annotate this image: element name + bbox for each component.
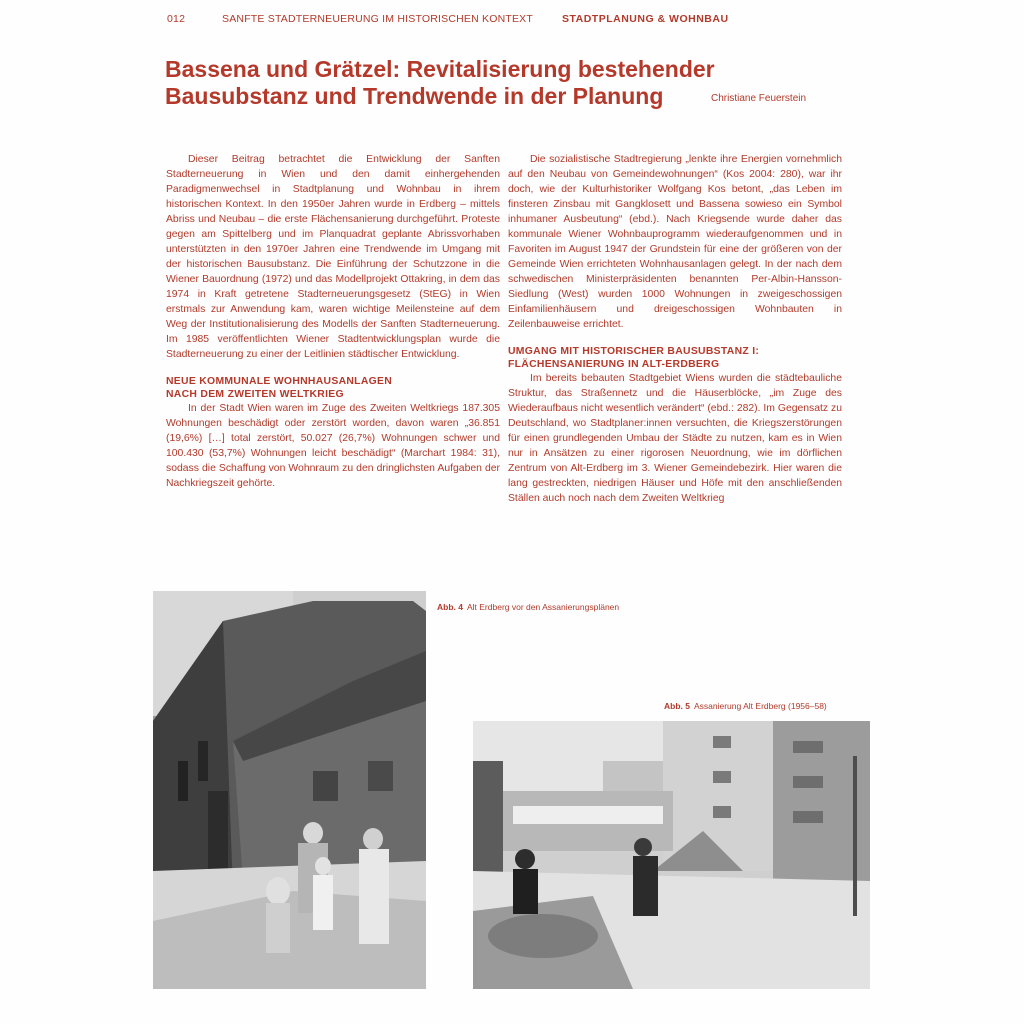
figure-4-caption: [437, 602, 619, 612]
photo-alt-erdberg-alley-image: [153, 591, 426, 989]
body-paragraph: Die sozialistische Stadtregierung „lenkte ihre Energien vornehmlich auf den Neubau von Gemeindewohnungen“ (Kos 2004: 280), war ihr doch, wie der Kulturhistoriker Wolfgang Kos betont, „das Leben im finsteren Zinsbau mit Gangklosett und Bassena sowieso ein Symbol inhumaner Ausbeutung“ (ebd.). Nach Kriegsende wurde daher das kommunale Wiener Wohnbauprogramm wiederaufgenommen und in Favoriten im August 1947 der Grundstein für eine der größeren von der Gemeinde Wien errichteten Wohnhausanlagen gelegt. In der nach dem schwedischen Ministerpräsidenten benannten Per-Albin-Hansson-Siedlung (West) wurden 1000 Wohnungen in zweigeschossigen Einfamilienhäusern und dreigeschossigen Wohnbauten in Zeilenbauweise errichtet.: [508, 154, 842, 330]
photo-assanierung-construction-image: [473, 721, 870, 989]
body-paragraph: Im bereits bebauten Stadtgebiet Wiens wurden die städtebauliche Struktur, das Straßennetz und die Häuserblöcke, „im Zuge des Wiederaufbaus nicht wesentlich verändert“ (ebd.: 282). Im Gegensatz zu Deutschland, wo Stadtplaner:innen versuchten, die Kriegszerstörungen für einen grundlegenden Umbau der Städte zu nutzen, kam es in Wien nur in Ansätzen zu einer rigorosen Neuordnung, wie im dörflichen Zentrum von Alt-Erdberg im 3. Wiener Gemeindebezirk. Hier waren die lang gestreckten, niedrigen Häuser und Höfe mit den anschließenden Ställen auch noch nach dem Zweiten Weltkrieg: [508, 373, 842, 504]
photo-alt-erdberg-alley: [153, 591, 426, 989]
article-author: Christiane Feuerstein: [711, 93, 807, 104]
section-heading-alt-erdberg: [508, 345, 842, 371]
left-text-column: [166, 152, 500, 491]
page-number: 012: [167, 13, 186, 25]
section-label: STADTPLANUNG & WOHNBAU: [562, 13, 729, 25]
section-heading-line: NEUE KOMMUNALE WOHNHAUSANLAGEN: [166, 376, 393, 387]
intro-paragraph: Dieser Beitrag betrachtet die Entwicklung der Sanften Stadterneuerung in Wien und den damit einhergehenden Paradigmenwechsel in Stadtplanung und Wohnbau in ihrem historischen Kontext. In den 1950er Jahren wurde in Erdberg – mittels Abriss und Neubau – die erste Flächensanierung durchgeführt. Proteste gegen am Spittelberg und im Planquadrat geplante Abrissvorhaben unterstützten in den 1970er Jahren eine Trendwende im Umgang mit der historischen Bausubstanz. Die Einführung der Schutzzone in die Wiener Bauordnung (1972) und das Modellprojekt Ottakring, in dem das 1974 in Kraft getretene Stadterneuerungsgesetz (StEG) in Wien erstmals zur Anwendung kam, waren wichtige Meilensteine auf dem Weg der Institutionalisierung des Modells der Sanften Stadterneuerung. Im 1985 veröffentlichten Wiener Stadtentwicklungsplan wurde die Stadterneuerung zu einer der Leitlinien städtischer Entwicklung.: [166, 154, 500, 360]
figure-4-text: Alt Erdberg vor den Assanierungsplänen: [466, 602, 620, 612]
article-title-line-2: Bausubstanz und Trendwende in der Planung: [165, 83, 664, 109]
section-heading-line: UMGANG MIT HISTORISCHER BAUSUBSTANZ I:: [508, 346, 760, 357]
figure-5-text: Assanierung Alt Erdberg (1956–58): [693, 701, 827, 711]
running-header: [167, 13, 924, 29]
photo-assanierung-construction: [473, 721, 870, 989]
section-heading-postwar: [166, 375, 500, 401]
section-heading-line: FLÄCHENSANIERUNG IN ALT-ERDBERG: [508, 359, 720, 370]
article-title-line-1: Bassena und Grätzel: Revitalisierung bestehender: [165, 56, 715, 82]
figure-4-number: Abb. 4: [437, 602, 463, 612]
figure-5-caption: [664, 701, 827, 711]
section-heading-line: NACH DEM ZWEITEN WELTKRIEG: [166, 389, 344, 400]
running-title: SANFTE STADTERNEUERUNG IM HISTORISCHEN KONTEXT: [222, 13, 534, 25]
figure-5-number: Abb. 5: [664, 701, 690, 711]
body-paragraph: In der Stadt Wien waren im Zuge des Zweiten Weltkriegs 187.305 Wohnungen beschädigt oder zerstört worden, davon waren „36.851 (19,6%) […] total zerstört, 50.027 (26,7%) Wohnungen schwer und 100.430 (53,7%) Wohnungen leicht beschädigt“ (Marchart 1984: 31), sodass die Schaffung von Wohnraum zu den dringlichsten Aufgaben der Nachkriegszeit gehörte.: [166, 403, 500, 489]
right-text-column: [508, 152, 842, 506]
